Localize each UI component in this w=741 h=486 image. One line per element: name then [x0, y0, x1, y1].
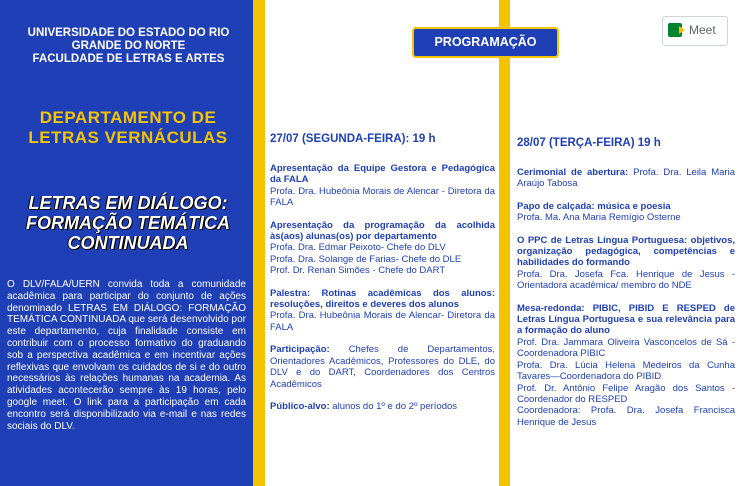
schedule-item: Apresentação da Equipe Gestora e Pedagógica da FALA Profa. Dra. Hubeônia Morais de Alencar - Diretora da FALA — [270, 163, 495, 209]
event-title: LETRAS EM DIÁLOGO: FORMAÇÃO TEMÁTICA CONTINUADA — [26, 193, 230, 253]
schedule-item: Papo de calçada: música e poesia Profa. Ma. Ana Maria Remígio Osterne — [517, 200, 681, 224]
schedule-item: Cerimonial de abertura: Profa. Dra. Leila Maria Araújo Tabosa — [517, 167, 735, 190]
university-name: UNIVERSIDADE DO ESTADO DO RIO GRANDE DO NORTE FACULDADE DE LETRAS E ARTES — [27, 27, 230, 65]
meet-label: Meet — [689, 23, 716, 37]
google-meet-logo — [662, 16, 728, 46]
programacao-header: PROGRAMAÇÃO — [412, 27, 559, 58]
yellow-divider-left — [253, 0, 265, 486]
schedule-item: Participação: Chefes de Departamentos, Orientadores Acadêmicos, Professores do DLE, do DLV e do DART, Coordenadores dos Centros Acadêmicos — [270, 344, 495, 390]
left-panel — [0, 0, 253, 486]
video-camera-icon — [668, 23, 682, 37]
schedule-item: Mesa-redonda: PIBIC, PIBID E RESPED de Letras Língua Portuguesa e sua relevância para a formação do aluno Prof. Dra. Jammara Oliveira Vasconcelos de Sá - Coordenadora PIBIC Profa. Dra. Lúcia Helena Medeiros da Cunha Tavares—Coordenadora do PIBID Prof. Dr. Antônio Felipe Aragão dos Santos - Coordenador do RESPED Coordenadora: Profa. Dra. Josefa Francisca Henrique de Jesus — [517, 302, 735, 428]
day2-title: 28/07 (TERÇA-FEIRA) 19 h — [517, 137, 661, 149]
day1-title: 27/07 (SEGUNDA-FEIRA): 19 h — [270, 133, 436, 145]
schedule-item: Apresentação da programação da acolhida às(aos) alunas(os) por departamento Profa. Dra. Edmar Peixoto- Chefe do DLV Profa. Dra. Solange de Farias- Chefe do DLE Prof. Dr. Renan Simões - Chefe do DART — [270, 219, 495, 277]
yellow-divider-right — [499, 0, 510, 486]
schedule-item: Palestra: Rotinas acadêmicas dos alunos: resoluções, direitos e deveres dos alunos Profa. Dra. Hubeônia Morais de Alencar- Diretora da FALA — [270, 287, 495, 333]
intro-text: O DLV/FALA/UERN convida toda a comunidade acadêmica para participar do conjunto de ações denominado LETRAS EM DIÁLOGO: FORMAÇÃO TEMÁTICA CONTINUADA que será desenvolvido por este departamento, cuja finalidade consiste em contribuir com o processo formativo do graduando sob a perspectiva acadêmica e em incentivar ações reflexivas que envolvam os cuidados de si e do outro necessários às relações humanas na academia. As atividades acontecerão sempre às 19 horas, pelo google meet. O link para a participação em cada encontro será disponibilizado via e-mail e nas redes sociais do DLV. — [7, 279, 246, 432]
department-name: DEPARTAMENTO DE LETRAS VERNÁCULAS — [28, 108, 228, 147]
schedule-item: Público-alvo: alunos do 1º e do 2º períodos — [270, 400, 458, 412]
day2-schedule — [517, 167, 735, 439]
schedule-item: O PPC de Letras Língua Portuguesa: objetivos, organização pedagógica, competências e habilidades do formando Profa. Dra. Josefa Fca. Henrique de Jesus - Orientadora acadêmica/ membro do NDE — [517, 234, 735, 292]
day1-schedule — [270, 163, 495, 423]
